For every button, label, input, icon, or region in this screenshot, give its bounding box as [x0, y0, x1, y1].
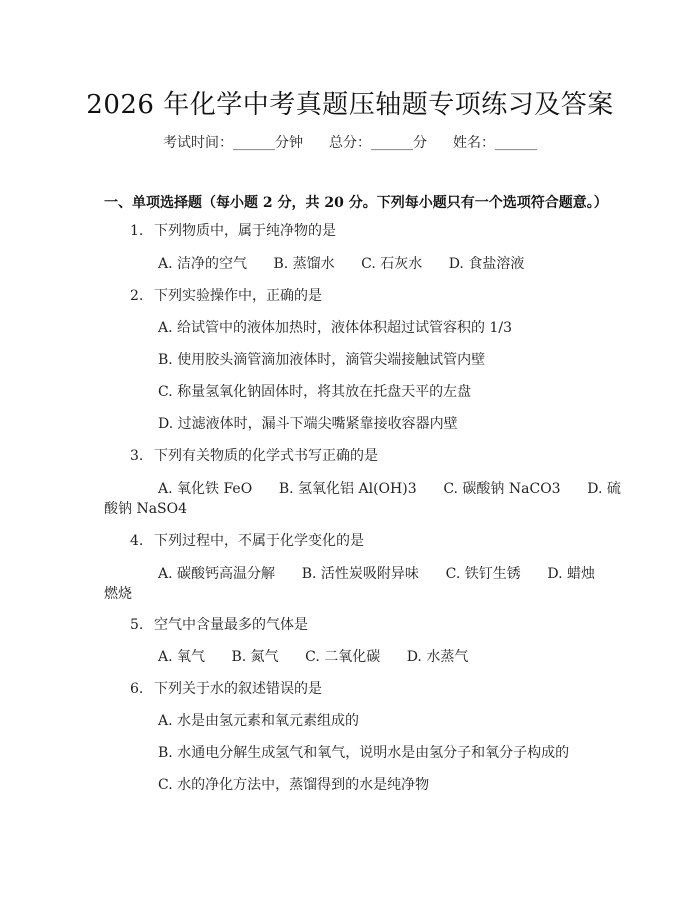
question-1-stem	[130, 221, 336, 241]
option-d: D. 食盐溶液	[448, 256, 525, 272]
option-a: A. 氧气	[158, 649, 206, 665]
question-4-options: A. 碳酸钙高温分解 B. 活性炭吸附异味 C. 铁钉生锈 D. 蜡烛	[158, 566, 596, 582]
question-3-options-wrap: 酸钠 NaSO4	[104, 501, 188, 517]
question-text: 下列有关物质的化学式书写正确的是	[154, 448, 378, 464]
question-6-option-b: B. 水通电分解生成氢气和氧气，说明水是由氢分子和氧分子构成的	[158, 745, 570, 761]
question-4-stem	[130, 531, 364, 551]
exam-meta	[0, 132, 700, 152]
exam-time-field: 考试时间：______分钟	[163, 135, 303, 151]
name-field: 姓名：______	[453, 135, 537, 151]
question-2-option-d: D. 过滤液体时，漏斗下端尖嘴紧靠接收容器内壁	[158, 416, 458, 432]
option-b: B. 蒸馏水	[273, 256, 335, 272]
question-3-stem	[130, 446, 378, 466]
question-4-options-wrap: 燃烧	[104, 586, 132, 602]
question-text: 下列过程中，不属于化学变化的是	[154, 533, 364, 549]
question-3-options: A. 氧化铁 FeO B. 氢氧化铝 Al(OH)3 C. 碳酸钠 NaCO3 D. 硫	[158, 481, 621, 497]
question-1-options	[158, 254, 524, 274]
question-6-option-c: C. 水的净化方法中，蒸馏得到的水是纯净物	[158, 777, 430, 793]
question-text: 下列关于水的叙述错误的是	[154, 681, 322, 697]
question-text: 空气中含量最多的气体是	[154, 617, 308, 633]
question-number: 1.	[130, 223, 144, 239]
question-number: 2.	[130, 288, 144, 304]
question-number: 5.	[130, 617, 144, 633]
option-c: C. 石灰水	[361, 256, 423, 272]
question-6-option-a: A. 水是由氢元素和氧元素组成的	[158, 713, 360, 729]
option-c: C. 二氧化碳	[305, 649, 381, 665]
question-text: 下列物质中，属于纯净物的是	[154, 223, 336, 239]
question-2-option-a: A. 给试管中的液体加热时，液体体积超过试管容积的 1/3	[158, 320, 512, 336]
question-2-option-c: C. 称量氢氧化钠固体时，将其放在托盘天平的左盘	[158, 384, 472, 400]
question-number: 3.	[130, 448, 144, 464]
option-d: D. 水蒸气	[406, 649, 469, 665]
question-text: 下列实验操作中，正确的是	[154, 288, 322, 304]
question-2-option-b: B. 使用胶头滴管滴加液体时，滴管尖端接触试管内壁	[158, 352, 486, 368]
option-b: B. 氮气	[231, 649, 279, 665]
total-score-field: 总分：______分	[329, 135, 427, 151]
section-heading: 一、单项选择题（每小题 2 分，共 20 分。下列每小题只有一个选项符合题意。）	[104, 195, 608, 211]
question-5-options	[158, 647, 468, 667]
question-5-stem	[130, 615, 308, 635]
page-title: 2026 年化学中考真题压轴题专项练习及答案	[86, 90, 614, 120]
question-6-stem	[130, 679, 322, 699]
question-number: 6.	[130, 681, 144, 697]
question-number: 4.	[130, 533, 144, 549]
question-2-stem	[130, 286, 322, 306]
option-a: A. 洁净的空气	[158, 256, 248, 272]
